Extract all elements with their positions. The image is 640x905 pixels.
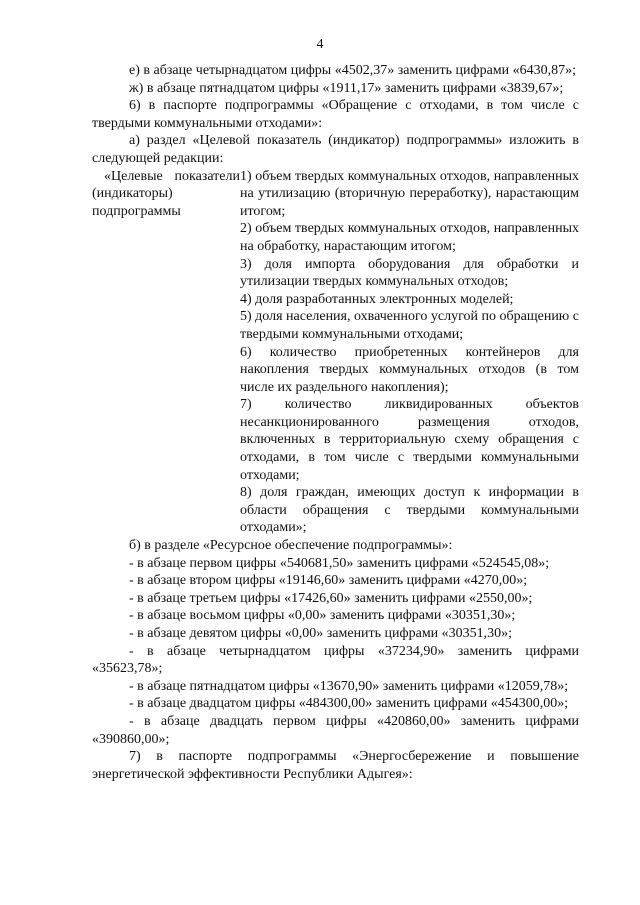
- page-number: 4: [316, 37, 324, 52]
- dash-item: - в абзаце двадцать первом цифры «420860,00» заменить цифрами «390860,00»;: [92, 713, 579, 747]
- dash-item: - в абзаце первом цифры «540681,50» заменить цифрами «524545,08»;: [129, 555, 550, 571]
- indicator-item: 3) доля импорта оборудования для обработки и утилизации твердых коммунальных отходов;: [240, 256, 579, 290]
- dash-item: - в абзаце двадцатом цифры «484300,00» заменить цифрами «454300,00»;: [129, 696, 569, 712]
- paragraph-a: а) раздел «Целевой показатель (индикатор) подпрограммы» изложить в следующей редакции:: [92, 133, 579, 166]
- document-body: [92, 62, 579, 783]
- indicator-item: 5) доля населения, охваченного услугой по обращению с твердыми коммунальными отходами;: [240, 309, 579, 342]
- paragraph-b: б) в разделе «Ресурсное обеспечение подпрограммы»:: [129, 538, 453, 554]
- indicator-table-label: «Целевые показатели (индикаторы) подпрограммы: [92, 168, 240, 219]
- indicator-item: 4) доля разработанных электронных моделей;: [240, 291, 514, 307]
- dash-item: - в абзаце третьем цифры «17426,60» заменить цифрами «2550,00»;: [129, 590, 533, 606]
- paragraph-e: е) в абзаце четырнадцатом цифры «4502,37» заменить цифрами «6430,87»;: [129, 63, 577, 78]
- indicator-table-label-cell: [92, 168, 240, 537]
- dash-item: - в абзаце четырнадцатом цифры «37234,90» заменить цифрами «35623,78»;: [92, 643, 579, 677]
- paragraph-zh: ж) в абзаце пятнадцатом цифры «1911,17» заменить цифрами «3839,67»;: [129, 80, 564, 96]
- dash-item: - в абзаце втором цифры «19146,60» заменить цифрами «4270,00»;: [129, 573, 528, 589]
- indicator-table: [92, 168, 579, 537]
- indicator-item: 7) количество ликвидированных объектов несанкционированного размещения отходов, включенных в территориальную схему обращения с отходами, в том числе с твердыми коммунальными отходами;: [240, 397, 579, 483]
- indicator-table-items-cell: [240, 168, 579, 537]
- paragraph-6: 6) в паспорте подпрограммы «Обращение с отходами, в том числе с твердыми коммунальными отходами»:: [92, 98, 579, 131]
- dash-item: - в абзаце девятом цифры «0,00» заменить цифрами «30351,30»;: [129, 626, 513, 641]
- dash-item: - в абзаце восьмом цифры «0,00» заменить цифрами «30351,30»;: [129, 608, 516, 624]
- indicator-item: 1) объем твердых коммунальных отходов, направленных на утилизацию (вторичную переработку), нарастающим итогом;: [240, 168, 579, 219]
- indicator-item: 8) доля граждан, имеющих доступ к информации в области обращения с твердыми коммунальными отходами»;: [240, 485, 579, 536]
- indicator-item: 6) количество приобретенных контейнеров для накопления твердых коммунальных отходов (в том числе их раздельного накопления);: [240, 344, 579, 395]
- dash-item: - в абзаце пятнадцатом цифры «13670,90» заменить цифрами «12059,78»;: [129, 678, 569, 694]
- paragraph-7: 7) в паспорте подпрограммы «Энергосбережение и повышение энергетической эффективности Республики Адыгея»:: [92, 749, 579, 782]
- indicator-item: 2) объем твердых коммунальных отходов, направленных на обработку, нарастающим итогом;: [240, 221, 579, 254]
